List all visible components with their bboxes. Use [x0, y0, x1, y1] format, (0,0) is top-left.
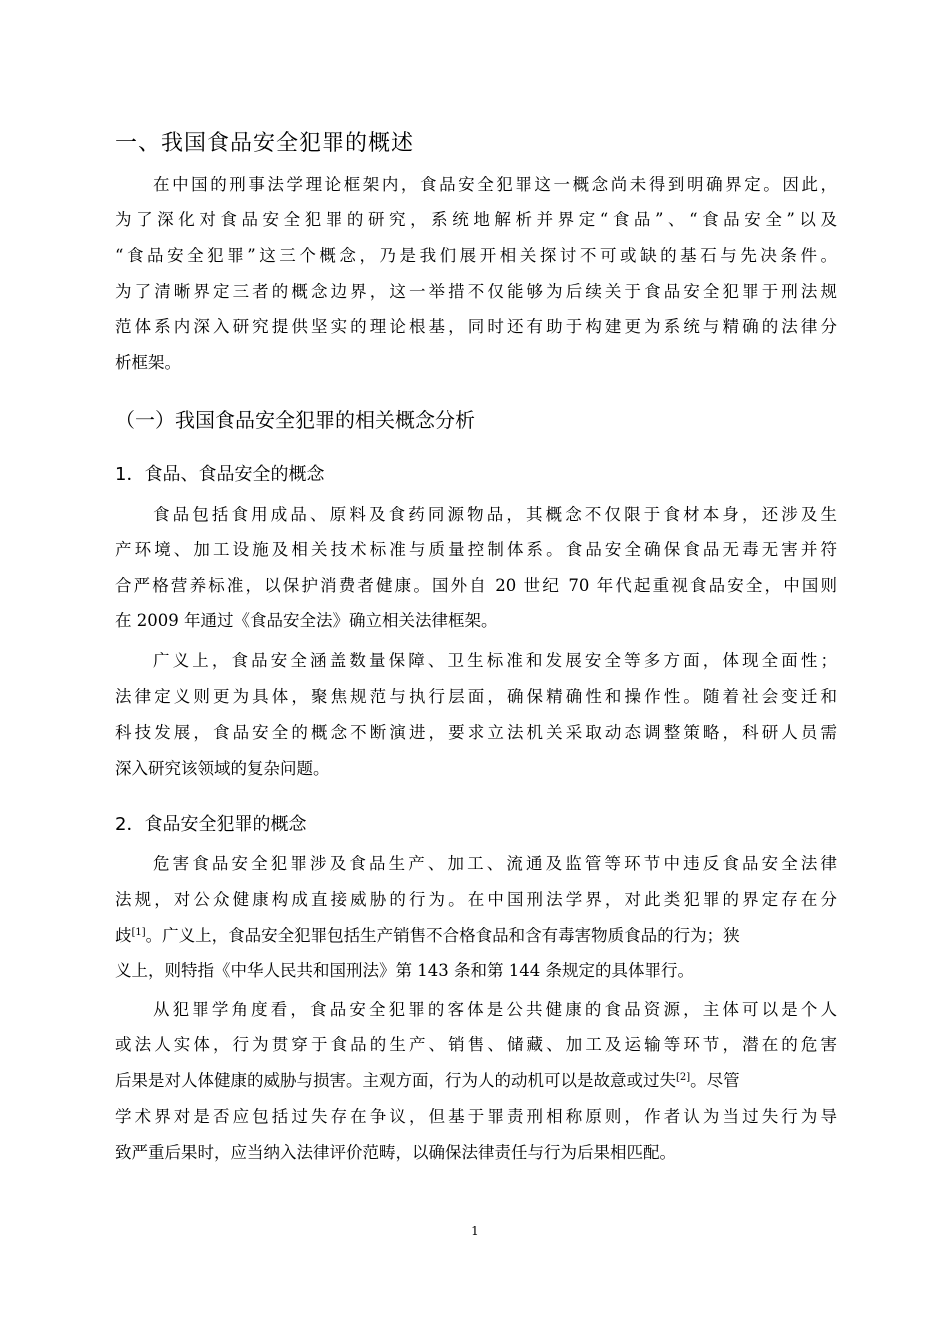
paragraph-line: 在中国的刑事法学理论框架内，食品安全犯罪这一概念尚未得到明确界定。因此， — [153, 175, 837, 194]
paragraph-line — [115, 924, 740, 948]
paragraph-line: 危害食品安全犯罪涉及食品生产、加工、流通及监管等环节中违反食品安全法律 — [153, 854, 837, 873]
paragraph-line: 为了深化对食品安全犯罪的研究，系统地解析并界定“食品”、“食品安全”以及 — [115, 210, 837, 229]
section-heading: 一、我国食品安全犯罪的概述 — [115, 131, 415, 156]
paragraph-line: 产环境、加工设施及相关技术标准与质量控制体系。食品安全确保食品无毒无害并符 — [115, 540, 837, 559]
text-run: 后果是对人体健康的威胁与损害。主观方面，行为人的动机可以是故意或过失 — [115, 1071, 676, 1090]
paragraph-line: 义上，则特指《中华人民共和国刑法》第 143 条和第 144 条规定的具体罪行。 — [115, 961, 694, 980]
text-run: 。广义上，食品安全犯罪包括生产销售不合格食品和含有毒害物质食品的行为；狭 — [145, 926, 740, 945]
text-run: 。尽管 — [690, 1071, 740, 1090]
subsection-heading: （一）我国食品安全犯罪的相关概念分析 — [115, 408, 475, 432]
sub-subsection-heading: 1．食品、食品安全的概念 — [115, 464, 325, 485]
paragraph-line: 学术界对是否应包括过失存在争议，但基于罪责刑相称原则，作者认为当过失行为导 — [115, 1107, 837, 1126]
paragraph-line: 法律定义则更为具体，聚焦规范与执行层面，确保精确性和操作性。随着社会变迁和 — [115, 687, 837, 706]
paragraph-line: 在 2009 年通过《食品安全法》确立相关法律框架。 — [115, 611, 498, 630]
paragraph-line: 从犯罪学角度看，食品安全犯罪的客体是公共健康的食品资源，主体可以是个人 — [153, 1000, 837, 1019]
paragraph-line: 食品包括食用成品、原料及食药同源物品，其概念不仅限于食材本身，还涉及生 — [153, 505, 837, 524]
paragraph-line: 深入研究该领域的复杂问题。 — [115, 759, 330, 778]
paragraph-line: 合严格营养标准，以保护消费者健康。国外自 20 世纪 70 年代起重视食品安全，中国则 — [115, 576, 837, 595]
paragraph-line: “食品安全犯罪”这三个概念，乃是我们展开相关探讨不可或缺的基石与先决条件。 — [115, 246, 837, 265]
page-number: 1 — [471, 1224, 479, 1238]
paragraph-line: 广义上，食品安全涵盖数量保障、卫生标准和发展安全等多方面，体现全面性； — [153, 651, 837, 670]
paragraph-line: 科技发展，食品安全的概念不断演进，要求立法机关采取动态调整策略，科研人员需 — [115, 723, 837, 742]
paragraph-line — [115, 1069, 740, 1093]
paragraph-line: 为了清晰界定三者的概念边界，这一举措不仅能够为后续关于食品安全犯罪于刑法规 — [115, 282, 837, 301]
sub-subsection-heading: 2．食品安全犯罪的概念 — [115, 814, 307, 835]
paragraph-line: 范体系内深入研究提供坚实的理论根基，同时还有助于构建更为系统与精确的法律分 — [115, 317, 837, 336]
paragraph-line: 致严重后果时，应当纳入法律评价范畴，以确保法律责任与行为后果相匹配。 — [115, 1143, 676, 1162]
paragraph-line: 或法人实体，行为贯穿于食品的生产、销售、储藏、加工及运输等环节，潜在的危害 — [115, 1035, 837, 1054]
paragraph-line: 析框架。 — [115, 353, 181, 372]
text-run: 歧 — [115, 926, 132, 945]
paragraph-line: 法规，对公众健康构成直接威胁的行为。在中国刑法学界，对此类犯罪的界定存在分 — [115, 890, 837, 909]
citation-ref[interactable]: [2] — [676, 1072, 691, 1083]
citation-ref[interactable]: [1] — [131, 927, 146, 938]
